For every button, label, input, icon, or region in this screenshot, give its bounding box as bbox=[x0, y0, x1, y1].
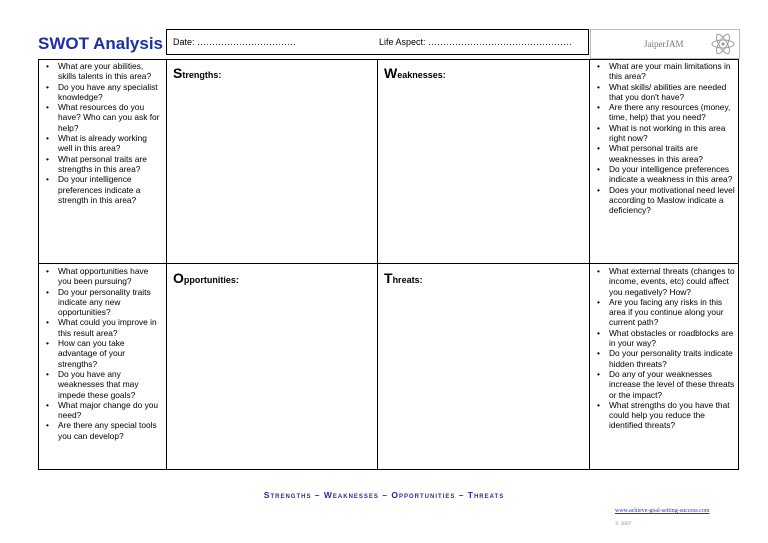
list-item: • Do you have any weaknesses that may impede these goals? bbox=[58, 369, 163, 400]
opportunities-initial: O bbox=[173, 270, 184, 286]
list-item: • Does your motivational need level according to Maslow indicate a deficiency? bbox=[609, 185, 737, 216]
strengths-writing-area[interactable] bbox=[168, 84, 375, 260]
copyright-notice: © 2007 bbox=[615, 521, 632, 527]
divider bbox=[166, 60, 167, 469]
list-item: • What personal traits are weaknesses in this area? bbox=[609, 143, 737, 164]
list-item: • Do your intelligence preferences indicate a weakness in this area? bbox=[609, 164, 737, 185]
list-item: • What opportunities have you been pursuing? bbox=[58, 266, 163, 287]
threats-label: hreats: bbox=[392, 275, 423, 285]
threats-heading bbox=[384, 270, 423, 286]
list-item: • Do any of your weaknesses increase the level of these threats or the impact? bbox=[609, 369, 737, 400]
list-item: • What are your main limitations in this area? bbox=[609, 61, 737, 82]
list-item: • How can you take advantage of your strengths? bbox=[58, 338, 163, 369]
strengths-initial: S bbox=[173, 65, 183, 81]
threats-prompts bbox=[592, 266, 737, 431]
list-item: • Are there any special tools you can develop? bbox=[58, 420, 163, 441]
threats-writing-area[interactable] bbox=[379, 289, 587, 467]
opportunities-label: pportunities: bbox=[183, 275, 239, 285]
list-item: • Do your personality traits indicate hidden threats? bbox=[609, 348, 737, 369]
list-item: • What strengths do you have that could help you reduce the identified threats? bbox=[609, 400, 737, 431]
list-item: • What skills/ abilities are needed that you don't have? bbox=[609, 82, 737, 103]
divider bbox=[589, 60, 590, 469]
page-title: SWOT Analysis bbox=[38, 34, 164, 53]
opportunities-prompts bbox=[41, 266, 163, 441]
list-item: • What could you improve in this result area? bbox=[58, 317, 163, 338]
threats-initial: T bbox=[384, 270, 393, 286]
list-item: • What major change do you need? bbox=[58, 400, 163, 421]
divider bbox=[39, 263, 738, 264]
list-item: • Do your intelligence preferences indicate a strength in this area? bbox=[58, 174, 163, 205]
footer-caption: Strengths – Weaknesses – Opportunities – Threats bbox=[263, 490, 505, 500]
list-item: • Do you have any specialist knowledge? bbox=[58, 82, 163, 103]
divider bbox=[377, 60, 378, 469]
list-item: • What personal traits are strengths in this area? bbox=[58, 154, 163, 175]
list-item: • Are you facing any risks in this area if you continue along your current path? bbox=[609, 297, 737, 328]
brand-text: JaiperJAM bbox=[644, 39, 684, 49]
strengths-label: trengths: bbox=[182, 70, 222, 80]
brand-box bbox=[590, 29, 740, 59]
opportunities-heading bbox=[173, 270, 239, 286]
website-link[interactable]: www.achieve-goal-setting-success.com bbox=[615, 508, 710, 514]
weaknesses-prompts bbox=[592, 61, 737, 215]
list-item: • Are there any resources (money, time, help) that you need? bbox=[609, 102, 737, 123]
weaknesses-writing-area[interactable] bbox=[379, 84, 587, 260]
list-item: • What external threats (changes to income, events, etc) could affect you negatively? How? bbox=[609, 266, 737, 297]
date-field[interactable]: Date: …………………………… bbox=[173, 37, 297, 47]
life-aspect-field[interactable]: Life Aspect: ………………………………………… bbox=[379, 37, 573, 47]
strengths-prompts bbox=[41, 61, 163, 205]
opportunities-writing-area[interactable] bbox=[168, 289, 375, 467]
weaknesses-initial: W bbox=[384, 65, 398, 81]
weaknesses-heading bbox=[384, 65, 446, 81]
strengths-heading bbox=[173, 65, 221, 81]
list-item: • What is not working in this area right now? bbox=[609, 123, 737, 144]
list-item: • What is already working well in this area? bbox=[58, 133, 163, 154]
header-fields bbox=[166, 29, 589, 55]
list-item: • Do your personality traits indicate any new opportunities? bbox=[58, 287, 163, 318]
list-item: • What obstacles or roadblocks are in your way? bbox=[609, 328, 737, 349]
atom-icon bbox=[710, 33, 736, 55]
list-item: • What resources do you have? Who can you ask for help? bbox=[58, 102, 163, 133]
list-item: • What are your abilities, skills talents in this area? bbox=[58, 61, 163, 82]
weaknesses-label: eaknesses: bbox=[397, 70, 446, 80]
swot-grid bbox=[38, 59, 739, 470]
